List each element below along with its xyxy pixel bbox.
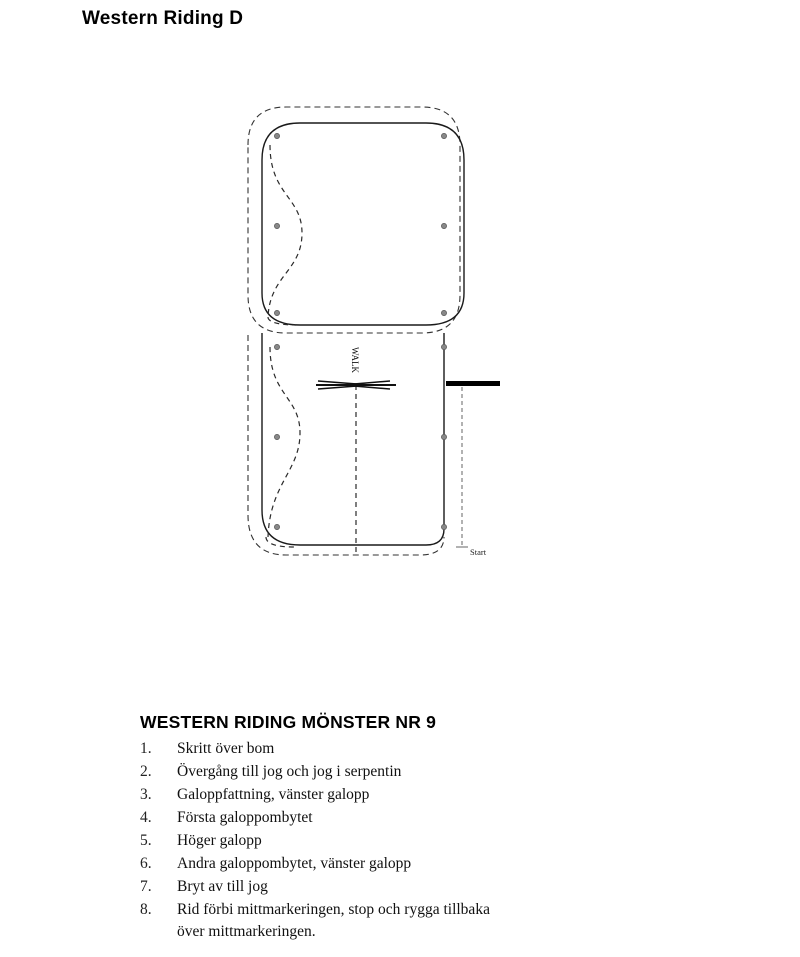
list-item <box>140 784 740 806</box>
start-label: Start <box>470 547 487 557</box>
ride-path-lower <box>266 347 300 547</box>
step-number: 7. <box>140 878 152 895</box>
walk-label <box>350 347 360 373</box>
western-riding-pattern-diagram <box>230 85 520 575</box>
start-guide-line <box>456 387 468 547</box>
list-item <box>140 738 740 760</box>
step-text: Andra galoppombytet, vänster galopp <box>177 855 412 872</box>
cone-markers <box>274 133 446 529</box>
list-item <box>140 761 740 783</box>
list-item <box>140 876 740 898</box>
step-text: Skritt över bom <box>177 740 275 757</box>
arena-outline-upper <box>248 107 460 333</box>
step-number: 3. <box>140 786 152 803</box>
page-title: Western Riding D <box>82 8 244 29</box>
list-item <box>140 830 740 852</box>
step-text: Rid förbi mittmarkeringen, stop och rygga tillbaka <box>177 901 490 918</box>
step-text: Bryt av till jog <box>177 878 268 895</box>
step-text-continued: över mittmarkeringen. <box>177 923 316 940</box>
step-number: 4. <box>140 809 152 826</box>
pattern-step-list <box>140 738 740 943</box>
step-number: 5. <box>140 832 152 849</box>
step-text: Första galoppombytet <box>177 809 313 826</box>
step-text: Galoppfattning, vänster galopp <box>177 786 370 803</box>
step-number: 6. <box>140 855 152 872</box>
pattern-description-block <box>140 712 740 944</box>
ride-path-upper <box>268 145 302 325</box>
svg-text:WALK: WALK <box>350 347 360 373</box>
step-text: Övergång till jog och jog i serpentin <box>177 763 402 780</box>
list-item <box>140 853 740 875</box>
arena-outline-lower <box>248 335 444 555</box>
step-number: 2. <box>140 763 152 780</box>
list-item <box>140 899 740 943</box>
arena-solid-upper <box>262 123 464 325</box>
ground-pole-marker <box>446 381 500 386</box>
pattern-heading: WESTERN RIDING MÖNSTER NR 9 <box>140 712 437 732</box>
step-text: Höger galopp <box>177 832 262 849</box>
step-number: 1. <box>140 740 152 757</box>
step-number: 8. <box>140 901 152 918</box>
list-item <box>140 807 740 829</box>
